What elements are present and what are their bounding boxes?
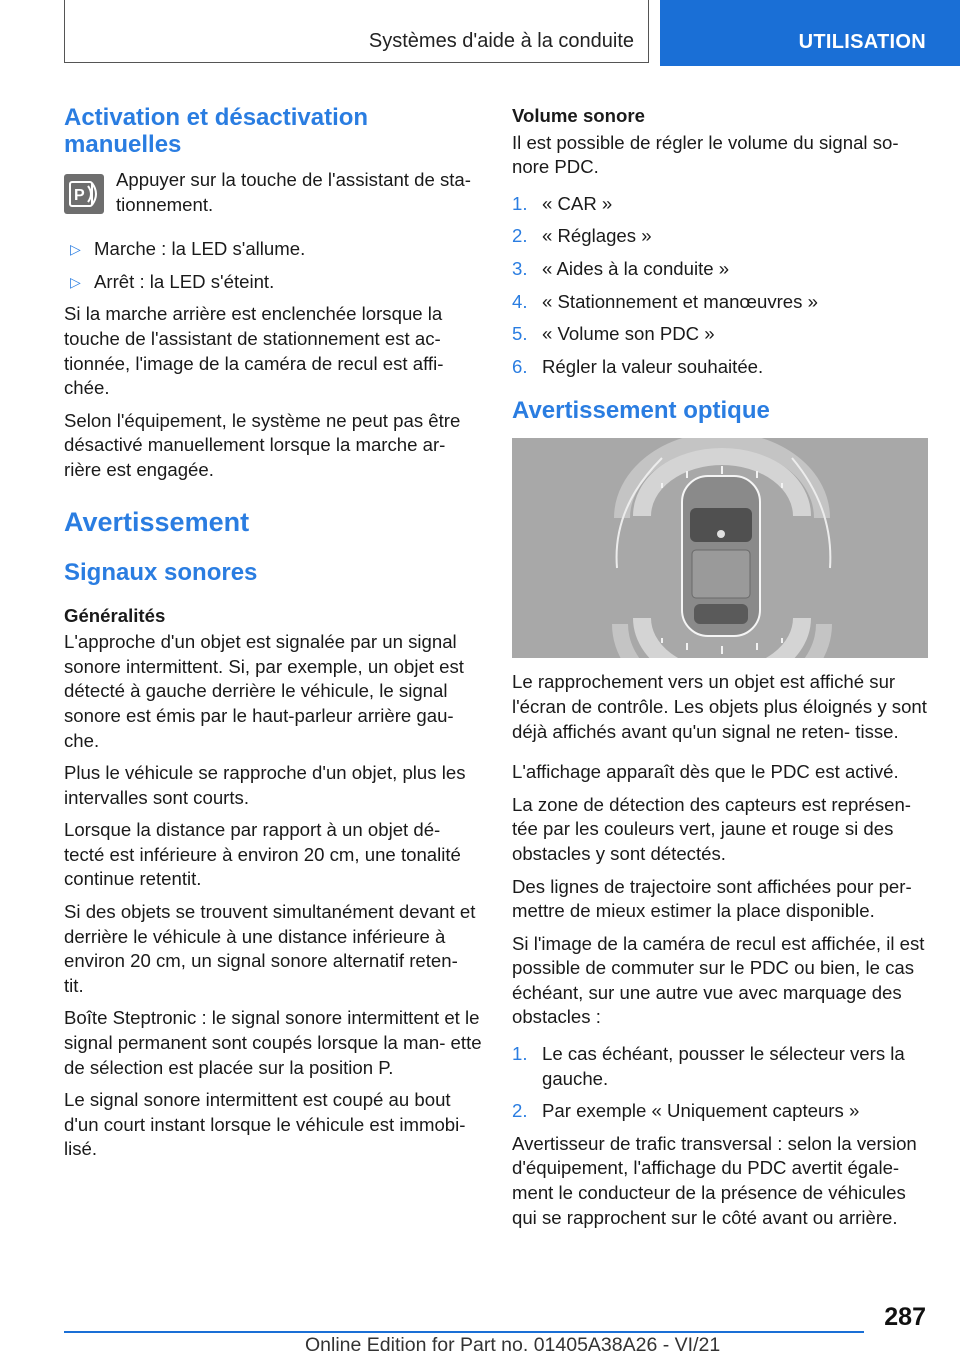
list-item: 3. « Aides à la conduite » xyxy=(512,257,730,279)
commute-steps xyxy=(512,1042,930,1124)
heading-volume: Volume sonore xyxy=(512,105,645,126)
paragraph: Avertisseur de trafic transversal : selon la version d'équipement, l'affichage du PDC avertit égale‐ ment le conducteur de la présence de véhicules qui se rapprochent sur le côté avant ou arrière. xyxy=(512,1132,917,1228)
svg-text:P: P xyxy=(74,187,85,204)
key-instruction xyxy=(64,168,482,217)
paragraph: Le signal sonore intermittent est coupé au bout d'un court instant lorsque le véhicule est immobi‐ lisé. xyxy=(64,1089,466,1160)
list-item: 1. Le cas échéant, pousser le sélecteur vers la gauche. xyxy=(512,1043,905,1089)
paragraph: L'affichage apparaît dès que le PDC est activé. xyxy=(512,761,899,783)
paragraph: Le rapprochement vers un objet est affiché sur l'écran de contrôle. Les objets plus éloignés y sont déjà affichés avant qu'un signal ne reten‐ tisse. xyxy=(512,671,927,742)
list-item: 2. Par exemple « Uniquement capteurs » xyxy=(512,1100,860,1122)
heading-avertissement: Avertissement xyxy=(64,506,250,537)
paragraph: Si la marche arrière est enclenchée lorsque la touche de l'assistant de stationnement est ac‐ tionnée, l'image de la caméra de recul est affi‐ chée. xyxy=(64,303,444,399)
volume-steps xyxy=(512,192,930,380)
paragraph: Boîte Steptronic : le signal sonore intermittent et le signal permanent sont coupés lorsque la man‐ ette de sélection est placée sur la position P. xyxy=(64,1007,482,1078)
paragraph: Il est possible de régler le volume du signal so‐ nore PDC. xyxy=(512,131,899,178)
heading-generalites: Généralités xyxy=(64,604,166,626)
list-item: 6. Régler la valeur souhaitée. xyxy=(512,355,764,377)
triangle-bullet-icon: ▷ xyxy=(70,273,81,290)
list-item: ▷ Arrêt : la LED s'éteint. xyxy=(64,270,482,295)
edition-footer: Online Edition for Part no. 01405A38A26 - VI/21 xyxy=(305,1334,721,1356)
paragraph: L'approche d'un objet est signalée par un signal sonore intermittent. Si, par exemple, un objet est détecté à gauche derrière le véhicule, le signal sonore est émis par le haut-parleur arrière gau‐ che. xyxy=(64,631,464,751)
paragraph: Plus le véhicule se rapproche d'un objet, plus les intervalles sont courts. xyxy=(64,762,466,808)
footer-divider xyxy=(64,1331,864,1333)
list-item: 5. « Volume son PDC » xyxy=(512,323,715,345)
paragraph: Si l'image de la caméra de recul est affichée, il est possible de commuter sur le PDC ou bien, le cas échéant, sur une autre vue avec marquage des obstacles : xyxy=(512,932,925,1028)
chapter-tab-label: UTILISATION xyxy=(798,31,926,53)
key-instruction-text: Appuyer sur la touche de l'assistant de sta‐ tionnement. xyxy=(116,169,471,215)
parking-assistant-key-icon xyxy=(64,174,104,214)
paragraph: Selon l'équipement, le système ne peut pas être désactivé manuellement lorsque la marche ar‐ rière est engagée. xyxy=(64,409,461,480)
left-column xyxy=(64,104,482,1170)
right-column xyxy=(512,104,930,1238)
led-status-list xyxy=(64,237,482,294)
chapter-tab xyxy=(660,0,960,66)
header-frame xyxy=(64,0,649,63)
heading-avertissement-optique: Avertissement optique xyxy=(512,397,770,425)
pdc-display-illustration xyxy=(512,438,928,658)
page-header xyxy=(0,0,960,66)
triangle-bullet-icon: ▷ xyxy=(70,241,81,258)
heading-signaux-sonores: Signaux sonores xyxy=(64,558,258,586)
list-item: 2. « Réglages » xyxy=(512,225,652,247)
paragraph: Lorsque la distance par rapport à un objet dé‐ tecté est inférieure à environ 20 cm, une tonalité continue retentit. xyxy=(64,819,461,890)
paragraph: La zone de détection des capteurs est représen‐ tée par les couleurs vert, jaune et rouge si des obstacles y sont détectés. xyxy=(512,793,911,864)
paragraph: Des lignes de trajectoire sont affichées pour per‐ mettre de mieux estimer la place disponible. xyxy=(512,875,912,922)
list-item: 4. « Stationnement et manœuvres » xyxy=(512,290,818,312)
page-number: 287 xyxy=(884,1303,926,1331)
section-title: Systèmes d'aide à la conduite xyxy=(368,30,634,52)
paragraph: Si des objets se trouvent simultanément devant et derrière le véhicule à une distance inférieure à environ 20 cm, un signal sonore alternatif reten‐ tit. xyxy=(64,901,476,996)
list-item: ▷ Marche : la LED s'allume. xyxy=(64,237,482,262)
car-sensor-graphic xyxy=(512,438,928,658)
list-item: 1. « CAR » xyxy=(512,192,613,214)
heading-activation: Activation et désactivation manuelles xyxy=(64,104,369,158)
